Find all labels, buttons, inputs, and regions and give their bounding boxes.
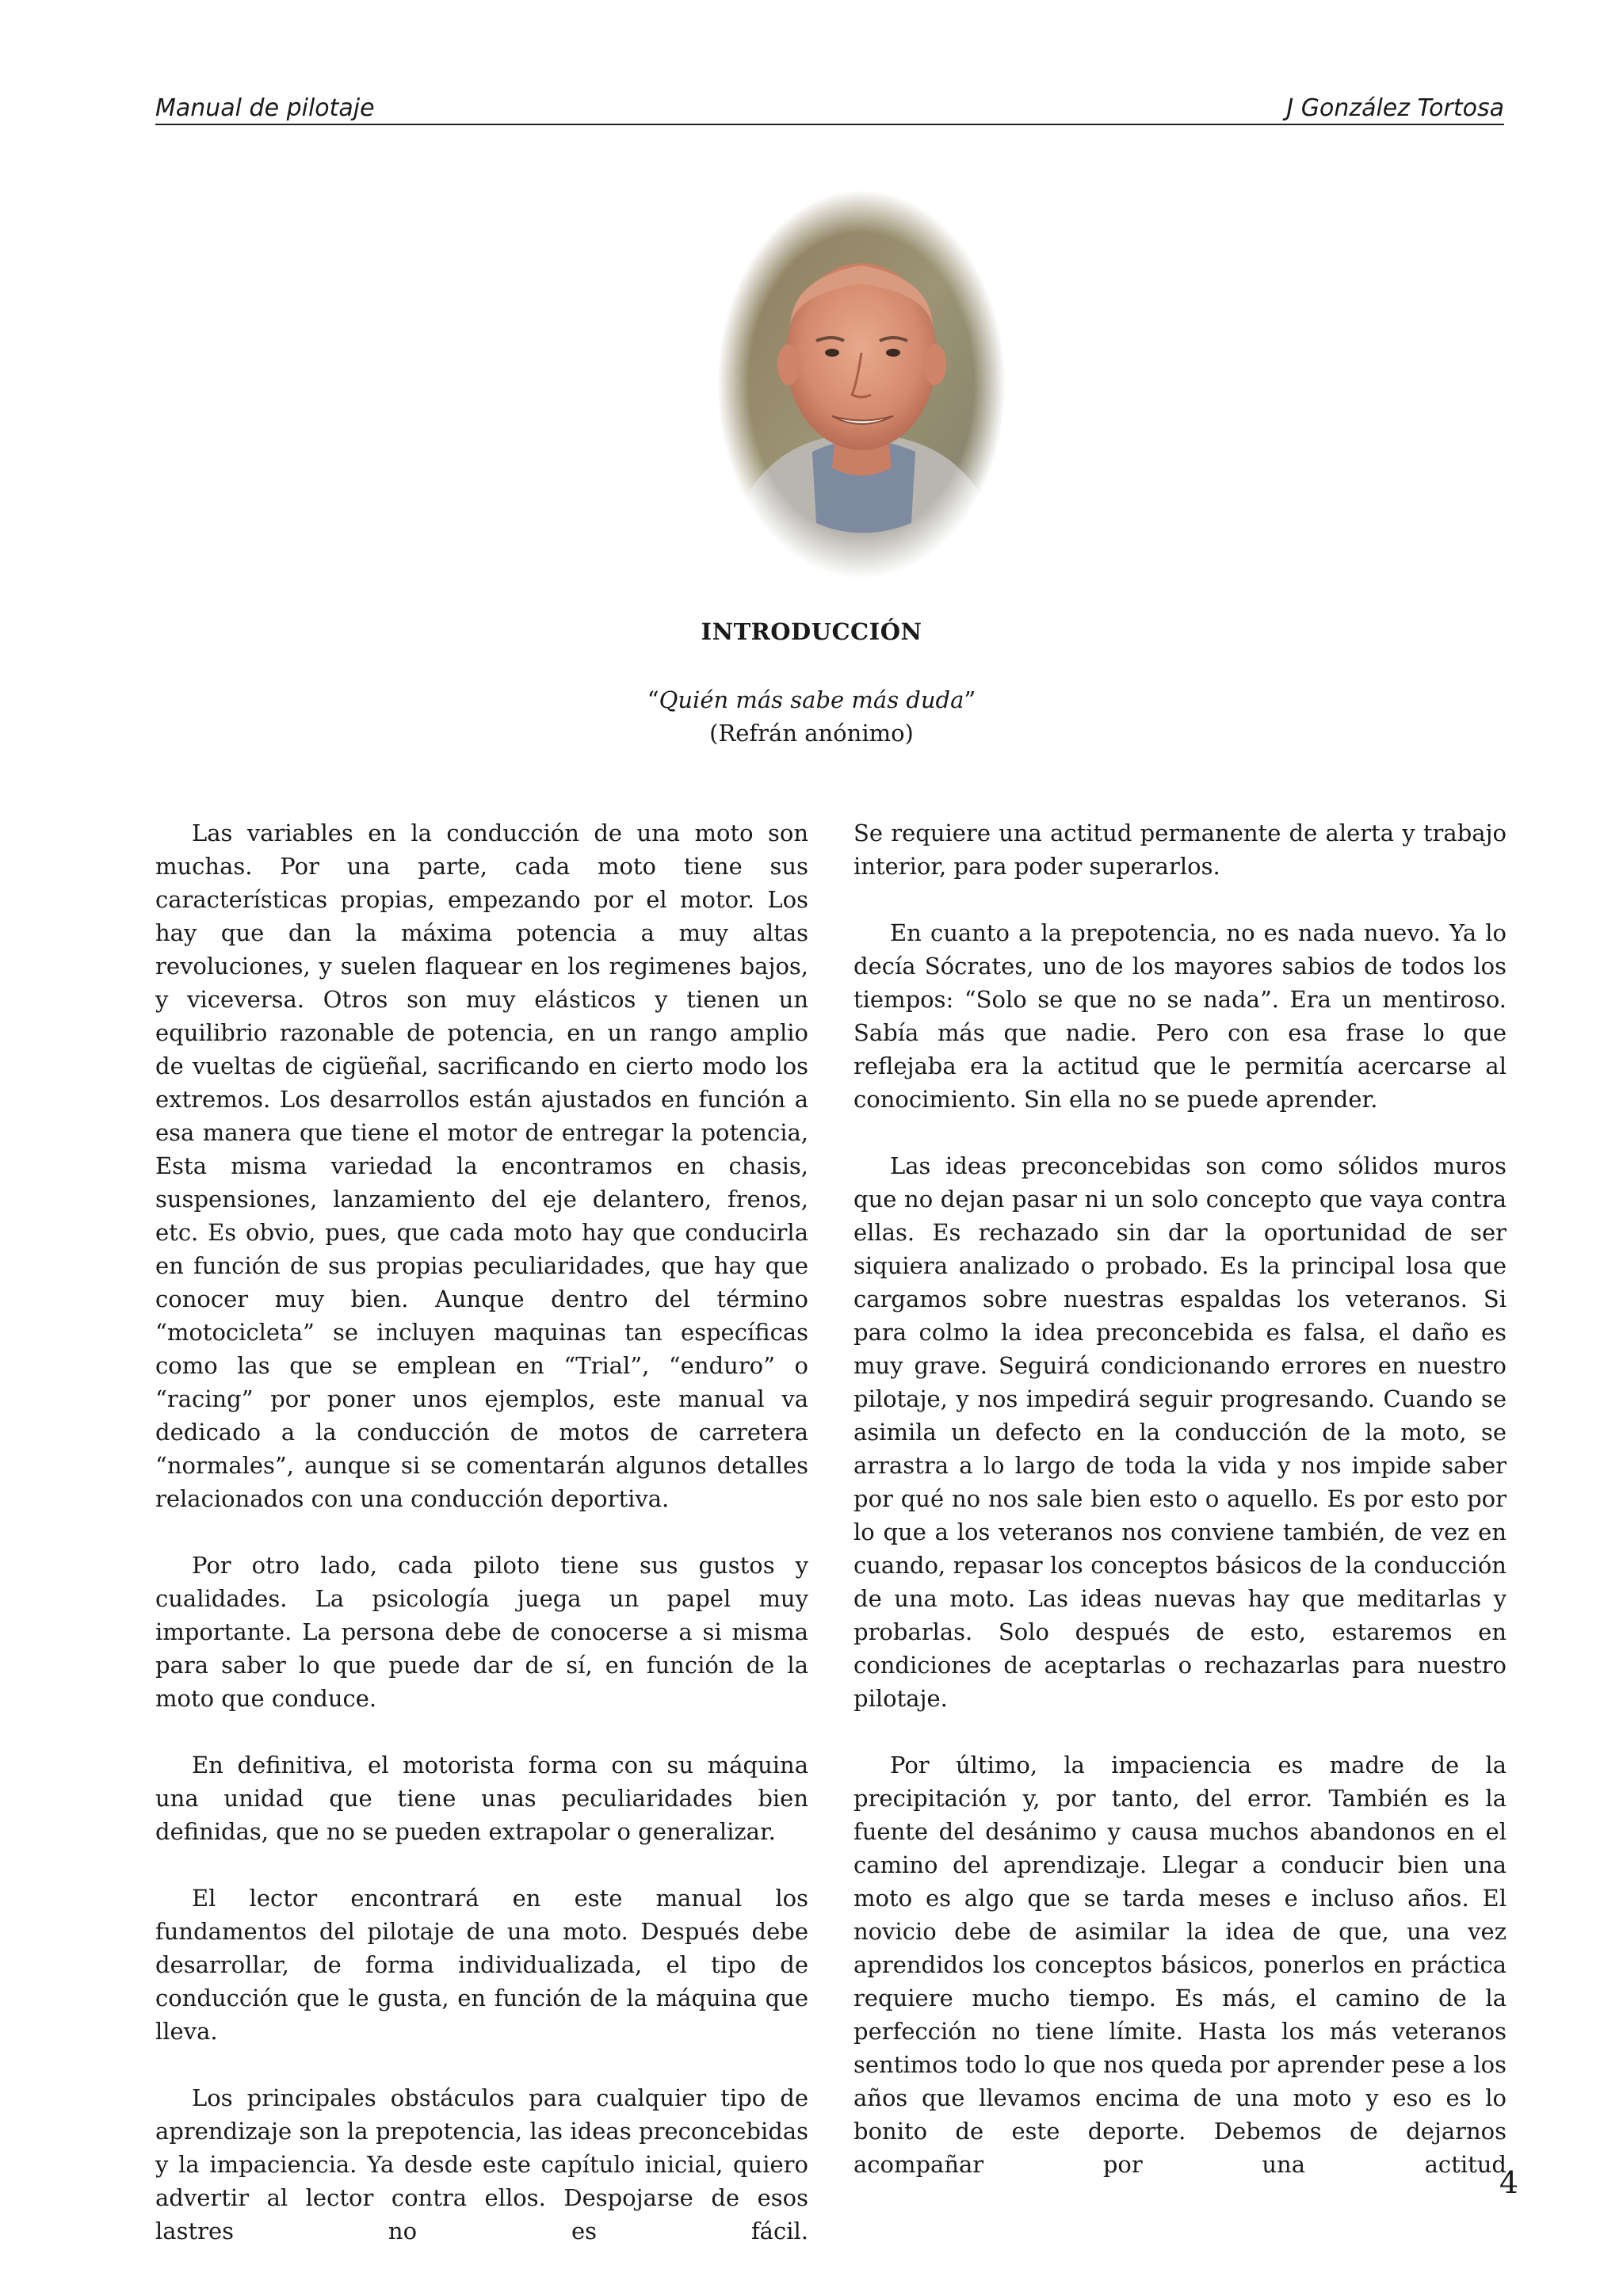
paragraph: Se requiere una actitud permanente de alerta y trabajo interior, para poder superarlos.: [854, 819, 1507, 880]
paragraph: Las variables en la conducción de una moto son muchas. Por una parte, cada moto tiene sus características propias, empezando por el motor. Los hay que dan la máxima potencia a muy altas revoluciones, y suelen flaquear en los regimenes bajos, y viceversa. Otros son muy elásticos y tienen un equilibrio razonable de potencia, en un rango amplio de vueltas de cigüeñal, sacrificando en cierto modo los extremos. Los desarrollos están ajustados en función a esa manera que tiene el motor de entregar la potencia, Esta misma variedad la encontramos en chasis, suspensiones, lanzamiento del eje delantero, frenos, etc. Es obvio, pues, que cada moto hay que conducirla en función de sus propias peculiaridades, que hay que conocer muy bien. Aunque dentro del término “motocicleta” se incluyen maquinas tan específicas como las que se emplean en “Trial”, “enduro” o “racing” por poner unos ejemplos, este manual va dedicado a la conducción de motos de carretera “normales”, aunque si se comentarán algunos detalles relacionados con una conducción deportiva.: [155, 819, 808, 1512]
running-header: [155, 94, 1504, 125]
paragraph: Los principales obstáculos para cualquier tipo de aprendizaje son la prepotencia, las ideas preconcebidas y la impaciencia. Ya desde este capítulo inicial, quiero advertir al lector contra ellos. Despojarse de esos lastres no es fácil.: [155, 2084, 808, 2244]
paragraph: Las ideas preconcebidas son como sólidos muros que no dejan pasar ni un solo concepto que vaya contra ellas. Es rechazado sin dar la oportunidad de ser siquiera analizado o probado. Es la principal losa que cargamos sobre nuestras espaldas los veteranos. Si para colmo la idea preconcebida es falsa, el daño es muy grave. Seguirá condicionando errores en nuestro pilotaje, y nos impedirá seguir progresando. Cuando se asimila un defecto en la conducción de la moto, se arrastra a lo largo de toda la vida y nos impide saber por qué no nos sale bien esto o aquello. Es por esto por lo que a los veteranos nos conviene también, de vez en cuando, repasar los conceptos básicos de la conducción de una moto. Las ideas nuevas hay que meditarlas y probarlas. Solo después de esto, estaremos en condiciones de aceptarlas o rechazarlas para nuestro pilotaje.: [854, 1152, 1507, 1712]
paragraph: En cuanto a la prepotencia, no es nada nuevo. Ya lo decía Sócrates, uno de los mayores sabios de todos los tiempos: “Solo se que no se nada”. Era un mentiroso. Sabía más que nadie. Pero con esa frase lo que reflejaba era la actitud que le permitía acercarse al conocimiento. Sin ella no se puede aprender.: [854, 919, 1507, 1113]
epigraph-quote: “Quién más sabe más duda”: [647, 686, 976, 713]
chapter-title: INTRODUCCIÓN: [701, 618, 922, 645]
right-column: [854, 816, 1507, 2214]
header-book-title: Manual de pilotaje: [155, 94, 375, 122]
epigraph: [0, 683, 1623, 750]
page-number: 4: [1499, 2165, 1518, 2200]
paragraph: Por último, la impaciencia es madre de la precipitación y, por tanto, del error. También es la fuente del desánimo y causa muchos abandonos en el camino del aprendizaje. Llegar a conducir bien una moto es algo que se tarda meses e incluso años. El novicio debe de asimilar la idea de que, una vez aprendidos los conceptos básicos, ponerlos en práctica requiere mucho tiempo. Es más, el camino de la perfección no tiene límite. Hasta los más veteranos sentimos todo lo que nos queda por aprender pese a los años que llevamos encima de una moto y eso es lo bonito de este deporte. Debemos de dejarnos acompañar por una actitud: [854, 1752, 1507, 2178]
paragraph: En definitiva, el motorista forma con su máquina una unidad que tiene unas peculiaridades bien definidas, que no se pueden extrapolar o generalizar.: [155, 1752, 808, 1845]
author-portrait-photo: [717, 190, 1006, 579]
left-column: [155, 816, 808, 2281]
header-author: J González Tortosa: [1286, 94, 1504, 122]
epigraph-source: (Refrán anónimo): [709, 720, 914, 747]
paragraph: El lector encontrará en este manual los fundamentos del pilotaje de una moto. Después debe desarrollar, de forma individualizada, el tipo de conducción que le gusta, en función de la máquina que lleva.: [155, 1885, 808, 2045]
paragraph: Por otro lado, cada piloto tiene sus gustos y cualidades. La psicología juega un papel muy importante. La persona debe de conocerse a si misma para saber lo que puede dar de sí, en función de la moto que conduce.: [155, 1552, 808, 1712]
